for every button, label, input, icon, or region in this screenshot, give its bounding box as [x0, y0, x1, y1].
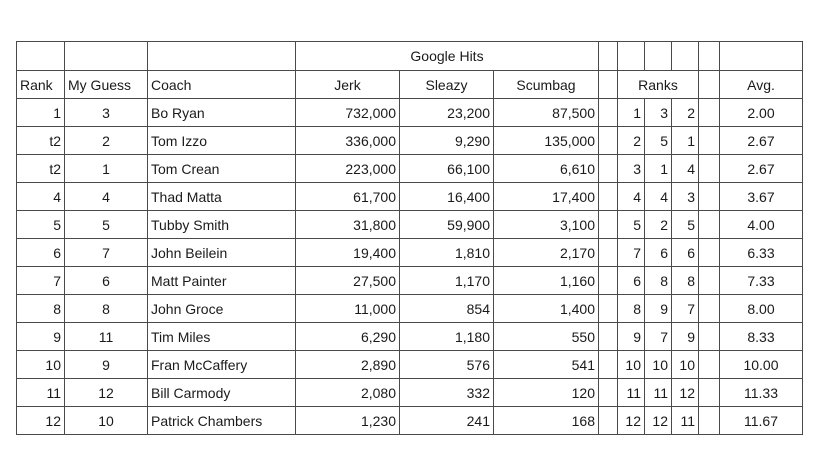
scumbag-hits-cell: 87,500 — [494, 99, 599, 127]
my-guess-cell: 1 — [65, 155, 148, 183]
scumbag-rank-cell: 10 — [672, 351, 699, 379]
scumbag-hits-cell: 2,170 — [494, 239, 599, 267]
my-guess-cell: 8 — [65, 295, 148, 323]
sleazy-rank-cell: 8 — [645, 267, 672, 295]
jerk-hits-cell: 2,890 — [296, 351, 400, 379]
avg-cell: 2.67 — [720, 127, 803, 155]
empty-cell — [699, 407, 720, 435]
jerk-rank-cell: 1 — [618, 99, 645, 127]
empty-cell — [699, 99, 720, 127]
jerk-rank-cell: 8 — [618, 295, 645, 323]
avg-cell: 2.67 — [720, 155, 803, 183]
scumbag-rank-cell: 4 — [672, 155, 699, 183]
my-guess-cell: 9 — [65, 351, 148, 379]
scumbag-hits-cell: 135,000 — [494, 127, 599, 155]
avg-cell: 3.67 — [720, 183, 803, 211]
jerk-hits-cell: 2,080 — [296, 379, 400, 407]
empty-cell — [599, 71, 618, 99]
jerk-rank-cell: 5 — [618, 211, 645, 239]
avg-header: Avg. — [720, 71, 803, 99]
group-header-row — [17, 42, 803, 71]
coach-cell: John Beilein — [148, 239, 296, 267]
empty-cell — [599, 99, 618, 127]
empty-cell — [699, 183, 720, 211]
jerk-rank-cell: 7 — [618, 239, 645, 267]
empty-cell — [672, 42, 699, 71]
jerk-hits-cell: 61,700 — [296, 183, 400, 211]
rank-cell: 6 — [17, 239, 65, 267]
jerk-rank-cell: 10 — [618, 351, 645, 379]
sleazy-header: Sleazy — [400, 71, 494, 99]
jerk-rank-cell: 2 — [618, 127, 645, 155]
empty-cell — [599, 239, 618, 267]
sleazy-hits-cell: 9,290 — [400, 127, 494, 155]
coach-cell: Patrick Chambers — [148, 407, 296, 435]
rank-cell: 4 — [17, 183, 65, 211]
empty-cell — [599, 351, 618, 379]
table-row — [17, 211, 803, 239]
empty-cell — [699, 71, 720, 99]
sleazy-hits-cell: 332 — [400, 379, 494, 407]
sleazy-hits-cell: 854 — [400, 295, 494, 323]
rank-cell: 12 — [17, 407, 65, 435]
jerk-rank-cell: 4 — [618, 183, 645, 211]
scumbag-rank-cell: 9 — [672, 323, 699, 351]
empty-cell — [599, 267, 618, 295]
sleazy-hits-cell: 23,200 — [400, 99, 494, 127]
my-guess-cell: 7 — [65, 239, 148, 267]
jerk-rank-cell: 11 — [618, 379, 645, 407]
sleazy-rank-cell: 12 — [645, 407, 672, 435]
sleazy-hits-cell: 1,180 — [400, 323, 494, 351]
sleazy-hits-cell: 1,170 — [400, 267, 494, 295]
avg-cell: 11.67 — [720, 407, 803, 435]
scumbag-rank-cell: 6 — [672, 239, 699, 267]
empty-cell — [699, 323, 720, 351]
table-body — [17, 99, 803, 435]
empty-cell — [599, 127, 618, 155]
jerk-hits-cell: 336,000 — [296, 127, 400, 155]
jerk-rank-cell: 12 — [618, 407, 645, 435]
my-guess-cell: 10 — [65, 407, 148, 435]
scumbag-hits-cell: 3,100 — [494, 211, 599, 239]
jerk-hits-cell: 31,800 — [296, 211, 400, 239]
empty-cell — [599, 407, 618, 435]
rank-cell: 1 — [17, 99, 65, 127]
scumbag-hits-cell: 6,610 — [494, 155, 599, 183]
sleazy-rank-cell: 3 — [645, 99, 672, 127]
google-hits-header: Google Hits — [296, 42, 599, 71]
my-guess-cell: 11 — [65, 323, 148, 351]
empty-cell — [17, 42, 65, 71]
scumbag-hits-cell: 1,160 — [494, 267, 599, 295]
jerk-hits-cell: 732,000 — [296, 99, 400, 127]
empty-cell — [699, 351, 720, 379]
scumbag-rank-cell: 7 — [672, 295, 699, 323]
my-guess-header: My Guess — [65, 71, 148, 99]
rank-cell: 10 — [17, 351, 65, 379]
empty-cell — [720, 42, 803, 71]
my-guess-cell: 4 — [65, 183, 148, 211]
jerk-header: Jerk — [296, 71, 400, 99]
coach-cell: Tubby Smith — [148, 211, 296, 239]
scumbag-rank-cell: 2 — [672, 99, 699, 127]
rank-cell: 8 — [17, 295, 65, 323]
sleazy-hits-cell: 576 — [400, 351, 494, 379]
empty-cell — [599, 42, 618, 71]
sleazy-rank-cell: 11 — [645, 379, 672, 407]
empty-cell — [699, 127, 720, 155]
jerk-rank-cell: 3 — [618, 155, 645, 183]
my-guess-cell: 12 — [65, 379, 148, 407]
my-guess-cell: 2 — [65, 127, 148, 155]
table-row — [17, 155, 803, 183]
scumbag-header: Scumbag — [494, 71, 599, 99]
avg-cell: 7.33 — [720, 267, 803, 295]
rank-header: Rank — [17, 71, 65, 99]
sleazy-hits-cell: 16,400 — [400, 183, 494, 211]
table-row — [17, 323, 803, 351]
empty-cell — [618, 42, 645, 71]
jerk-hits-cell: 6,290 — [296, 323, 400, 351]
empty-cell — [599, 211, 618, 239]
coach-cell: Matt Painter — [148, 267, 296, 295]
empty-cell — [699, 379, 720, 407]
scumbag-hits-cell: 1,400 — [494, 295, 599, 323]
jerk-rank-cell: 9 — [618, 323, 645, 351]
jerk-hits-cell: 19,400 — [296, 239, 400, 267]
sleazy-rank-cell: 5 — [645, 127, 672, 155]
coach-cell: Fran McCaffery — [148, 351, 296, 379]
scumbag-rank-cell: 3 — [672, 183, 699, 211]
sleazy-hits-cell: 59,900 — [400, 211, 494, 239]
sleazy-rank-cell: 1 — [645, 155, 672, 183]
coach-cell: Tom Izzo — [148, 127, 296, 155]
jerk-hits-cell: 223,000 — [296, 155, 400, 183]
sleazy-rank-cell: 2 — [645, 211, 672, 239]
scumbag-rank-cell: 8 — [672, 267, 699, 295]
rank-cell: 5 — [17, 211, 65, 239]
empty-cell — [599, 155, 618, 183]
rank-cell: 7 — [17, 267, 65, 295]
table-row — [17, 267, 803, 295]
empty-cell — [699, 239, 720, 267]
empty-cell — [699, 295, 720, 323]
sleazy-rank-cell: 4 — [645, 183, 672, 211]
scumbag-hits-cell: 168 — [494, 407, 599, 435]
avg-cell: 6.33 — [720, 239, 803, 267]
rank-cell: t2 — [17, 155, 65, 183]
scumbag-rank-cell: 1 — [672, 127, 699, 155]
rank-cell: 11 — [17, 379, 65, 407]
avg-cell: 8.33 — [720, 323, 803, 351]
sleazy-rank-cell: 7 — [645, 323, 672, 351]
sleazy-hits-cell: 241 — [400, 407, 494, 435]
sleazy-hits-cell: 1,810 — [400, 239, 494, 267]
coach-cell: Bill Carmody — [148, 379, 296, 407]
sleazy-rank-cell: 10 — [645, 351, 672, 379]
avg-cell: 8.00 — [720, 295, 803, 323]
scumbag-hits-cell: 17,400 — [494, 183, 599, 211]
table-row — [17, 295, 803, 323]
scumbag-rank-cell: 5 — [672, 211, 699, 239]
jerk-hits-cell: 1,230 — [296, 407, 400, 435]
column-header-row — [17, 71, 803, 99]
table-row — [17, 239, 803, 267]
table-row — [17, 351, 803, 379]
coach-cell: Tim Miles — [148, 323, 296, 351]
empty-cell — [699, 211, 720, 239]
empty-cell — [699, 155, 720, 183]
rank-cell: 9 — [17, 323, 65, 351]
empty-cell — [645, 42, 672, 71]
table-row — [17, 379, 803, 407]
sleazy-rank-cell: 6 — [645, 239, 672, 267]
empty-cell — [148, 42, 296, 71]
scumbag-rank-cell: 12 — [672, 379, 699, 407]
empty-cell — [65, 42, 148, 71]
empty-cell — [699, 42, 720, 71]
avg-cell: 4.00 — [720, 211, 803, 239]
avg-cell: 11.33 — [720, 379, 803, 407]
scumbag-hits-cell: 541 — [494, 351, 599, 379]
table-row — [17, 99, 803, 127]
sleazy-hits-cell: 66,100 — [400, 155, 494, 183]
coach-cell: John Groce — [148, 295, 296, 323]
sleazy-rank-cell: 9 — [645, 295, 672, 323]
avg-cell: 2.00 — [720, 99, 803, 127]
scumbag-hits-cell: 120 — [494, 379, 599, 407]
coach-cell: Bo Ryan — [148, 99, 296, 127]
coach-header: Coach — [148, 71, 296, 99]
table-row — [17, 127, 803, 155]
jerk-hits-cell: 27,500 — [296, 267, 400, 295]
table-row — [17, 183, 803, 211]
my-guess-cell: 3 — [65, 99, 148, 127]
coach-cell: Thad Matta — [148, 183, 296, 211]
my-guess-cell: 6 — [65, 267, 148, 295]
my-guess-cell: 5 — [65, 211, 148, 239]
coach-rankings-table — [16, 41, 803, 435]
rank-cell: t2 — [17, 127, 65, 155]
empty-cell — [599, 323, 618, 351]
empty-cell — [699, 267, 720, 295]
scumbag-hits-cell: 550 — [494, 323, 599, 351]
ranks-header: Ranks — [618, 71, 699, 99]
table-row — [17, 407, 803, 435]
jerk-hits-cell: 11,000 — [296, 295, 400, 323]
jerk-rank-cell: 6 — [618, 267, 645, 295]
empty-cell — [599, 183, 618, 211]
avg-cell: 10.00 — [720, 351, 803, 379]
empty-cell — [599, 379, 618, 407]
empty-cell — [599, 295, 618, 323]
coach-cell: Tom Crean — [148, 155, 296, 183]
scumbag-rank-cell: 11 — [672, 407, 699, 435]
